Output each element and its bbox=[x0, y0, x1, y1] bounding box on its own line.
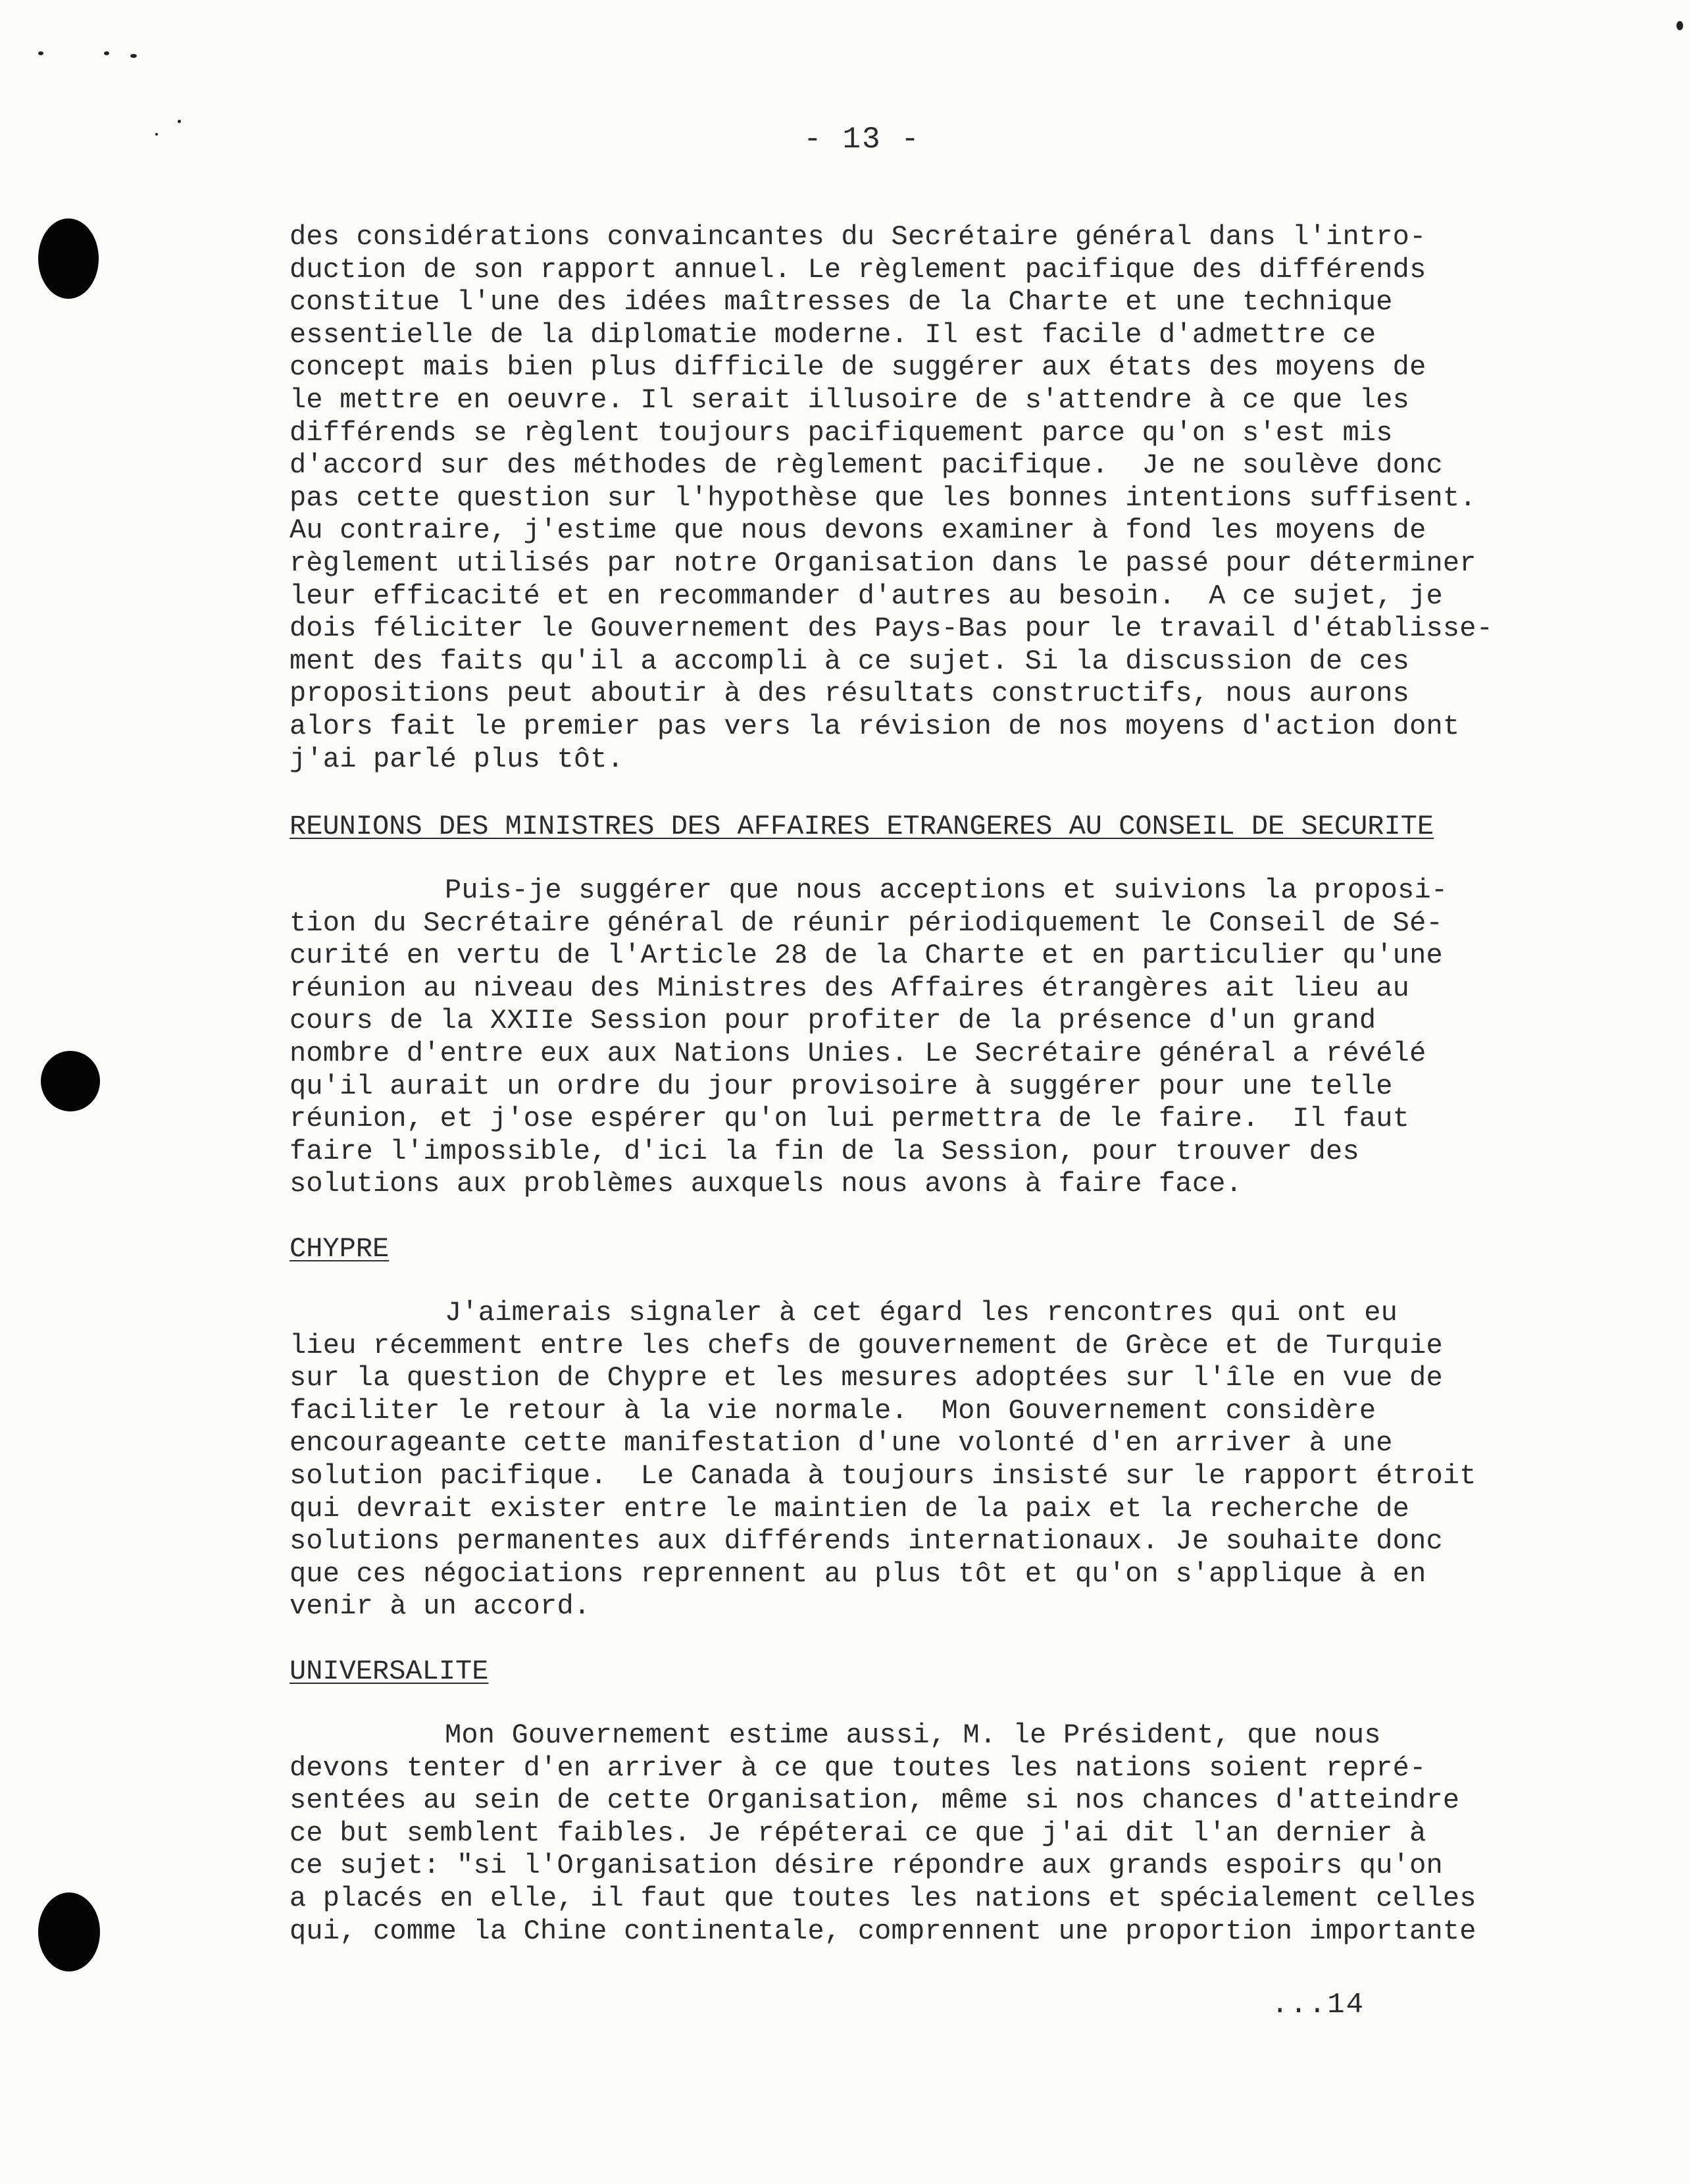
text-line: ce but semblent faibles. Je répéterai ce que j'ai dit l'an dernier à bbox=[290, 1817, 1426, 1849]
continuation-marker: ...14 bbox=[1271, 1989, 1365, 2021]
punch-hole-bottom bbox=[38, 1892, 100, 1971]
punch-hole-middle bbox=[41, 1051, 100, 1111]
text-line: a placés en elle, il faut que toutes les nations et spécialement celles bbox=[290, 1882, 1476, 1914]
text-line: sur la question de Chypre et les mesures adoptées sur l'île en vue de bbox=[290, 1362, 1443, 1394]
text-line: le mettre en oeuvre. Il serait illusoire de s'attendre à ce que les bbox=[290, 384, 1410, 416]
text-line: constitue l'une des idées maîtresses de la Charte et une technique bbox=[290, 286, 1393, 318]
section-heading-universalite: UNIVERSALITE bbox=[290, 1655, 489, 1687]
text-line: des considérations convaincantes du Secrétaire général dans l'intro- bbox=[290, 221, 1426, 253]
text-line: ce sujet: "si l'Organisation désire répondre aux grands espoirs qu'on bbox=[290, 1850, 1443, 1882]
text-line: pas cette question sur l'hypothèse que les bonnes intentions suffisent. bbox=[290, 482, 1476, 514]
paragraph-chypre bbox=[290, 1297, 1474, 1623]
section-heading-chypre: CHYPRE bbox=[290, 1233, 390, 1265]
text-line: qui devrait exister entre le maintien de la paix et la recherche de bbox=[290, 1492, 1410, 1525]
text-line: tion du Secrétaire général de réunir périodiquement le Conseil de Sé- bbox=[290, 907, 1443, 939]
text-line: sentées au sein de cette Organisation, même si nos chances d'atteindre bbox=[290, 1785, 1460, 1817]
text-line: essentielle de la diplomatie moderne. Il est facile d'admettre ce bbox=[290, 318, 1376, 351]
scan-speck bbox=[38, 51, 43, 55]
text-line: j'ai parlé plus tôt. bbox=[290, 743, 624, 775]
text-line: venir à un accord. bbox=[290, 1590, 591, 1623]
paragraph-ministers bbox=[290, 875, 1474, 1201]
text-line: devons tenter d'en arriver à ce que toutes les nations soient repré- bbox=[290, 1752, 1426, 1784]
paragraph-continuation bbox=[290, 221, 1494, 776]
text-line: dois féliciter le Gouvernement des Pays-Bas pour le travail d'établisse- bbox=[290, 613, 1494, 645]
document-body bbox=[290, 221, 1494, 1948]
text-line: lieu récemment entre les chefs de gouvernement de Grèce et de Turquie bbox=[290, 1329, 1443, 1361]
text-line: qui, comme la Chine continentale, comprennent une proportion importante bbox=[290, 1915, 1476, 1947]
text-line: solutions permanentes aux différends internationaux. Je souhaite donc bbox=[290, 1525, 1443, 1558]
text-line: leur efficacité et en recommander d'autres au besoin. A ce sujet, je bbox=[290, 580, 1443, 612]
text-line: concept mais bien plus difficile de suggérer aux états des moyens de bbox=[290, 351, 1426, 384]
scan-speck bbox=[1676, 21, 1683, 30]
text-line: d'accord sur des méthodes de règlement pacifique. Je ne soulève donc bbox=[290, 449, 1443, 482]
text-line: Puis-je suggérer que nous acceptions et suivions la proposi- bbox=[445, 875, 1448, 907]
text-line: réunion, et j'ose espérer qu'on lui permettra de le faire. Il faut bbox=[290, 1103, 1410, 1135]
text-line: que ces négociations reprennent au plus tôt et qu'on s'applique à en bbox=[290, 1558, 1426, 1590]
section-heading-ministers: REUNIONS DES MINISTRES DES AFFAIRES ETRANGERES AU CONSEIL DE SECURITE bbox=[290, 811, 1434, 843]
scan-speck bbox=[178, 120, 181, 123]
text-line: curité en vertu de l'Article 28 de la Charte et en particulier qu'une bbox=[290, 940, 1443, 972]
scan-speck bbox=[130, 54, 137, 58]
text-line: ment des faits qu'il a accompli à ce sujet. Si la discussion de ces bbox=[290, 645, 1410, 677]
text-line: alors fait le premier pas vers la révision de nos moyens d'action dont bbox=[290, 710, 1460, 742]
text-line: réunion au niveau des Ministres des Affaires étrangères ait lieu au bbox=[290, 972, 1410, 1004]
scan-speck bbox=[155, 133, 158, 136]
text-line: solution pacifique. Le Canada à toujours insisté sur le rapport étroit bbox=[290, 1460, 1476, 1492]
text-line: J'aimerais signaler à cet égard les rencontres qui ont eu bbox=[445, 1297, 1398, 1329]
paragraph-universalite bbox=[290, 1719, 1474, 1948]
page-number: - 13 - bbox=[803, 122, 920, 157]
text-line: Mon Gouvernement estime aussi, M. le Président, que nous bbox=[445, 1719, 1381, 1751]
text-line: qu'il aurait un ordre du jour provisoire à suggérer pour une telle bbox=[290, 1070, 1393, 1102]
text-line: duction de son rapport annuel. Le règlement pacifique des différends bbox=[290, 253, 1426, 286]
text-line: solutions aux problèmes auxquels nous avons à faire face. bbox=[290, 1168, 1243, 1200]
punch-hole-top bbox=[38, 218, 99, 299]
text-line: règlement utilisés par notre Organisation dans le passé pour déterminer bbox=[290, 547, 1476, 579]
scan-speck bbox=[104, 51, 109, 55]
text-line: encourageante cette manifestation d'une volonté d'en arriver à une bbox=[290, 1427, 1393, 1460]
text-line: nombre d'entre eux aux Nations Unies. Le Secrétaire général a révélé bbox=[290, 1038, 1426, 1070]
text-line: Au contraire, j'estime que nous devons examiner à fond les moyens de bbox=[290, 515, 1426, 547]
text-line: faciliter le retour à la vie normale. Mon Gouvernement considère bbox=[290, 1394, 1376, 1427]
text-line: faire l'impossible, d'ici la fin de la Session, pour trouver des bbox=[290, 1135, 1359, 1167]
text-line: propositions peut aboutir à des résultats constructifs, nous aurons bbox=[290, 678, 1410, 710]
text-line: cours de la XXIIe Session pour profiter de la présence d'un grand bbox=[290, 1005, 1376, 1037]
text-line: différends se règlent toujours pacifiquement parce qu'on s'est mis bbox=[290, 417, 1393, 449]
